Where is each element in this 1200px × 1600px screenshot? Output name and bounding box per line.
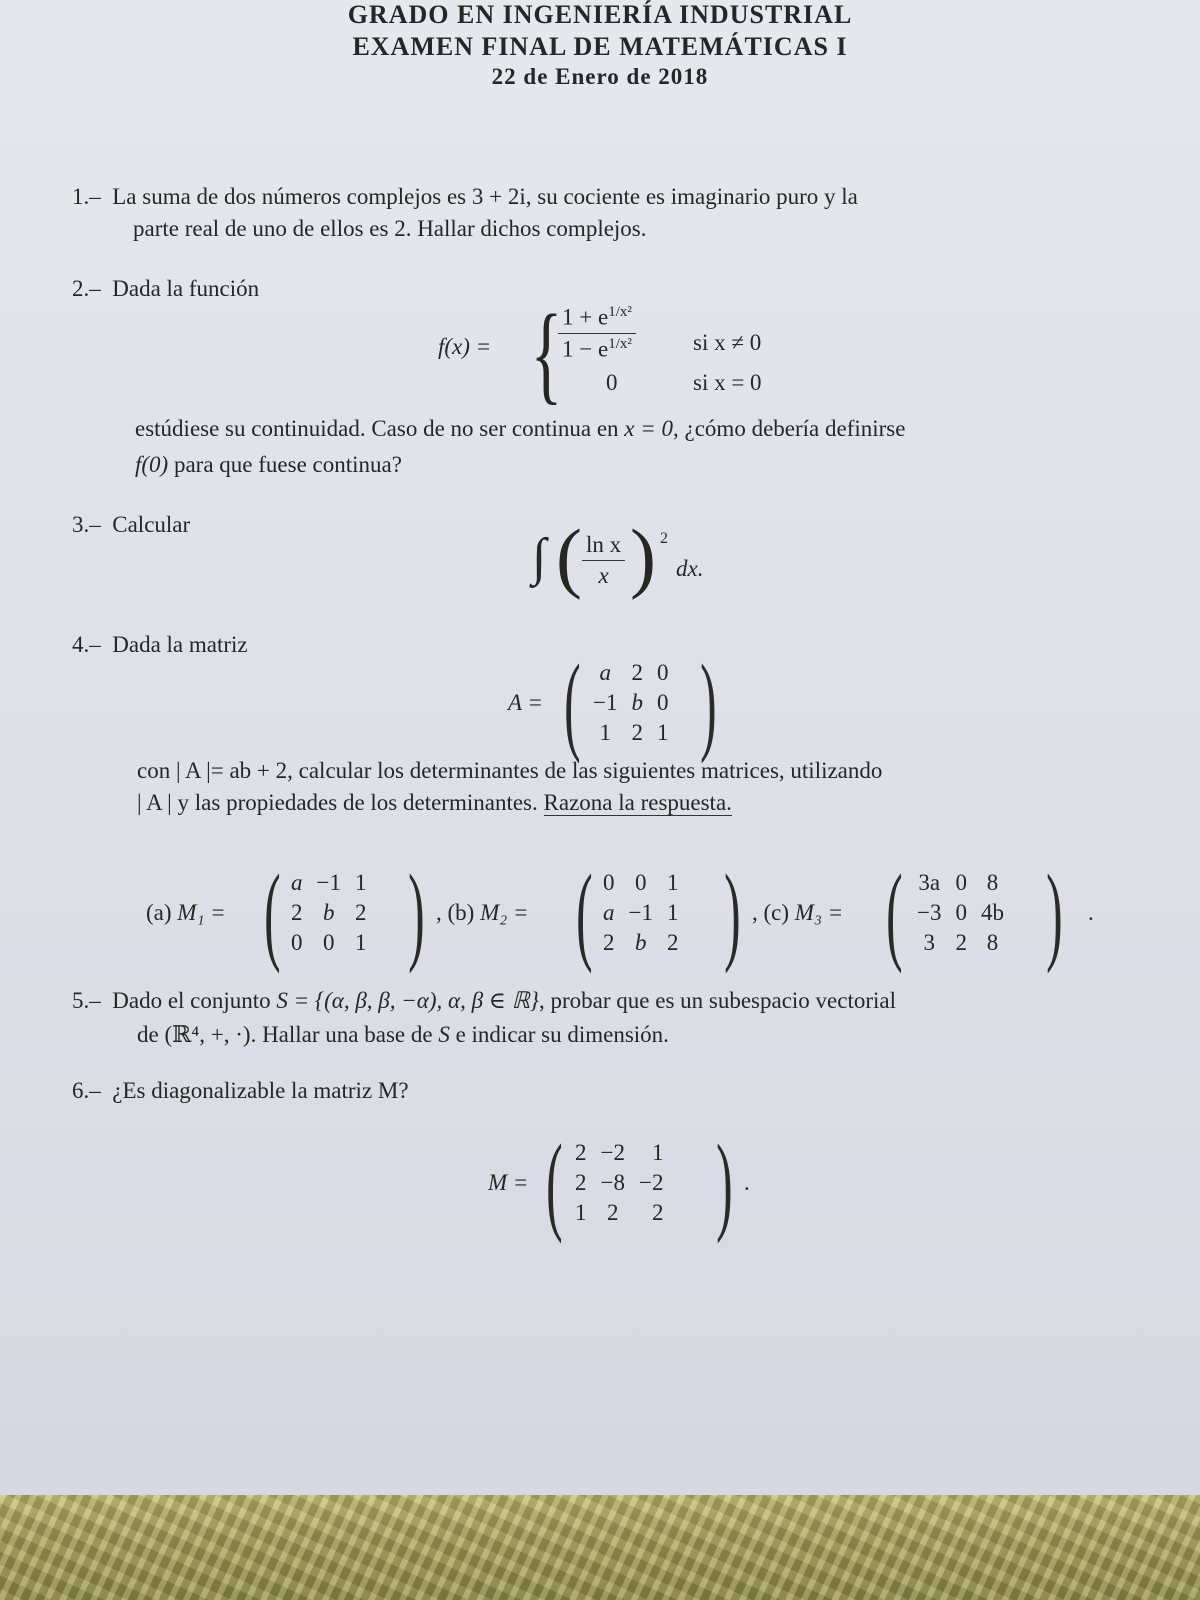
reason-instruction: Razona la respuesta.: [543, 790, 732, 815]
matrix-entry: a: [291, 870, 303, 895]
question-number: 3.–: [72, 512, 101, 537]
vector-space: (ℝ⁴, +, ·): [164, 1022, 251, 1047]
matrix-entry: b: [322, 900, 335, 925]
right-paren: ): [630, 513, 656, 600]
fabric-background: [0, 1495, 1200, 1600]
matrix-entry: 2: [603, 930, 615, 955]
matrix-entry: 0: [603, 870, 615, 895]
matrix-entry: −1: [628, 900, 653, 925]
matrix-entry: 0: [291, 930, 303, 955]
left-paren: (: [556, 513, 582, 600]
matrix-entry: 1: [599, 720, 611, 745]
m1-right-paren: ): [408, 852, 425, 974]
question-6: [72, 1078, 409, 1104]
m1-left-paren: (: [264, 852, 281, 974]
matrix-entry: 1: [354, 930, 367, 955]
q4-line-2: | A | y las propiedades de los determinantes. Razona la respuesta.: [137, 790, 732, 815]
matrix-entry: −3: [917, 900, 942, 925]
question-number: 6.–: [72, 1078, 101, 1103]
q1-text-2: , su cociente es imaginario puro y la: [525, 184, 858, 209]
q2-after-line-2: f(0) para que fuese continua?: [135, 452, 402, 477]
m3-label: , (c) M₃ =: [752, 900, 844, 925]
q4-text: Dada la matriz: [112, 632, 248, 657]
matrix-entry: 2: [631, 720, 643, 745]
q6-text: ¿Es diagonalizable la matriz M?: [112, 1078, 409, 1103]
q3-differential: dx.: [676, 556, 704, 581]
q5-line-2: de (ℝ⁴, +, ·). Hallar una base de S e indicar su dimensión.: [137, 1022, 669, 1047]
matrix-entry: −1: [316, 870, 341, 895]
q3-fraction: $\frac{\text{ln x}}{x}$: [582, 532, 625, 589]
question-number: 2.–: [72, 276, 101, 301]
matrix-entry: 0: [656, 690, 669, 715]
matrix-entry: 3a: [918, 870, 941, 895]
m2-label: , (b) M₂ =: [436, 900, 529, 925]
matrix-m-right-paren: ): [716, 1122, 733, 1244]
matrix-entry: a: [599, 660, 611, 685]
matrix-a-left-paren: (: [564, 642, 581, 764]
q2-function-lhs: f(x) =: [438, 334, 492, 359]
matrix-entry: 0: [656, 660, 669, 685]
q2-case-2: si x = 0: [693, 370, 762, 395]
set-s: S = {(α, β, β, −α), α, β ∈ ℝ}: [276, 988, 539, 1013]
matrix-entry: 2: [575, 1170, 587, 1195]
matrix-entry: 1: [354, 870, 367, 895]
matrix-entry: −8: [600, 1170, 625, 1195]
matrix-entry: 0: [955, 870, 967, 895]
matrix-entry: 8: [986, 930, 999, 955]
matrix-entry: 2: [606, 1200, 619, 1225]
matrix-entry: b: [631, 690, 643, 715]
q3-text: Calcular: [112, 512, 191, 537]
matrix-entry: 2: [354, 900, 367, 925]
matrix-entry: 2: [955, 930, 967, 955]
question-number: 5.–: [72, 988, 101, 1013]
question-2: [72, 276, 259, 302]
matrix-entry: b: [634, 930, 647, 955]
integral-sign: ∫: [532, 529, 547, 586]
matrix-entry: 2: [291, 900, 303, 925]
q2-brace: {: [530, 292, 563, 414]
matrix-entry: −2: [600, 1140, 625, 1165]
m3-right-paren: ): [1046, 852, 1063, 974]
degree-title: GRADO EN INGENIERÍA INDUSTRIAL: [347, 0, 853, 29]
matrix-entry: −1: [593, 690, 618, 715]
matrix-entry: 8: [986, 870, 999, 895]
matrix-entry: 2: [575, 1140, 587, 1165]
matrix-entry: a: [603, 900, 615, 925]
m2-right-paren: ): [724, 852, 741, 974]
question-4: [72, 632, 248, 658]
q1-line-2: parte real de uno de ellos es 2. Hallar dichos complejos.: [133, 216, 647, 241]
q2-text: Dada la función: [112, 276, 260, 301]
matrix-m-period: .: [744, 1170, 750, 1195]
matrix-m: [568, 1138, 670, 1228]
matrix-m-left-paren: (: [546, 1122, 563, 1244]
matrix-a-right-paren: ): [700, 642, 717, 764]
matrix-entry: −2: [638, 1170, 664, 1195]
q2-case-2-value: 0: [606, 370, 618, 395]
m3-period: .: [1088, 900, 1094, 925]
q3-power: 2: [660, 530, 668, 547]
matrix-entry: 1: [666, 870, 679, 895]
matrix-entry: 0: [634, 870, 647, 895]
matrix-entry: 2: [631, 660, 643, 685]
q4-line-1: con | A |= ab + 2, calcular los determinantes de las siguientes matrices, utilizando: [137, 758, 883, 783]
q2-fraction: $\frac{1 + e^{1/x^2}}{1 - e^{1/x^2}}$: [558, 304, 636, 362]
matrix-entry: 1: [666, 900, 679, 925]
question-5: 5.– Dado el conjunto S = {(α, β, β, −α), α, β ∈ ℝ}, probar que es un subespacio vectorial: [72, 988, 897, 1013]
m2-left-paren: (: [576, 852, 593, 974]
m1-label: (a) M₁ =: [146, 900, 226, 925]
matrix-entry: 1: [575, 1200, 587, 1225]
exam-date: 22 de Enero de 2018: [491, 64, 709, 89]
q2-case-1: si x ≠ 0: [693, 330, 762, 355]
matrix-m2: [596, 868, 685, 958]
q1-text: La suma de dos números complejos es: [112, 184, 472, 209]
question-3: [72, 512, 190, 538]
matrix-m3: [910, 868, 1011, 958]
question-number: 1.–: [72, 184, 101, 209]
q2-after-line-1: estúdiese su continuidad. Caso de no ser continua en x = 0, ¿cómo debería definirse: [135, 416, 906, 441]
matrix-entry: 1: [656, 720, 669, 745]
matrix-entry: 1: [651, 1140, 664, 1165]
matrix-entry: 2: [666, 930, 679, 955]
matrix-a-label: A =: [508, 690, 543, 715]
question-number: 4.–: [72, 632, 101, 657]
matrix-m-label: M =: [488, 1170, 529, 1195]
matrix-entry: 0: [955, 900, 967, 925]
matrix-entry: 2: [651, 1200, 664, 1225]
matrix-entry: 3: [923, 930, 935, 955]
exam-title: EXAMEN FINAL DE MATEMÁTICAS I: [352, 32, 848, 61]
question-1: [72, 184, 858, 210]
matrix-entry: 4b: [980, 900, 1004, 925]
matrix-entry: 0: [322, 930, 335, 955]
m3-left-paren: (: [886, 852, 903, 974]
matrix-a: [586, 658, 675, 748]
matrix-m1: [284, 868, 373, 958]
q1-expression: 3 + 2i: [471, 184, 526, 209]
